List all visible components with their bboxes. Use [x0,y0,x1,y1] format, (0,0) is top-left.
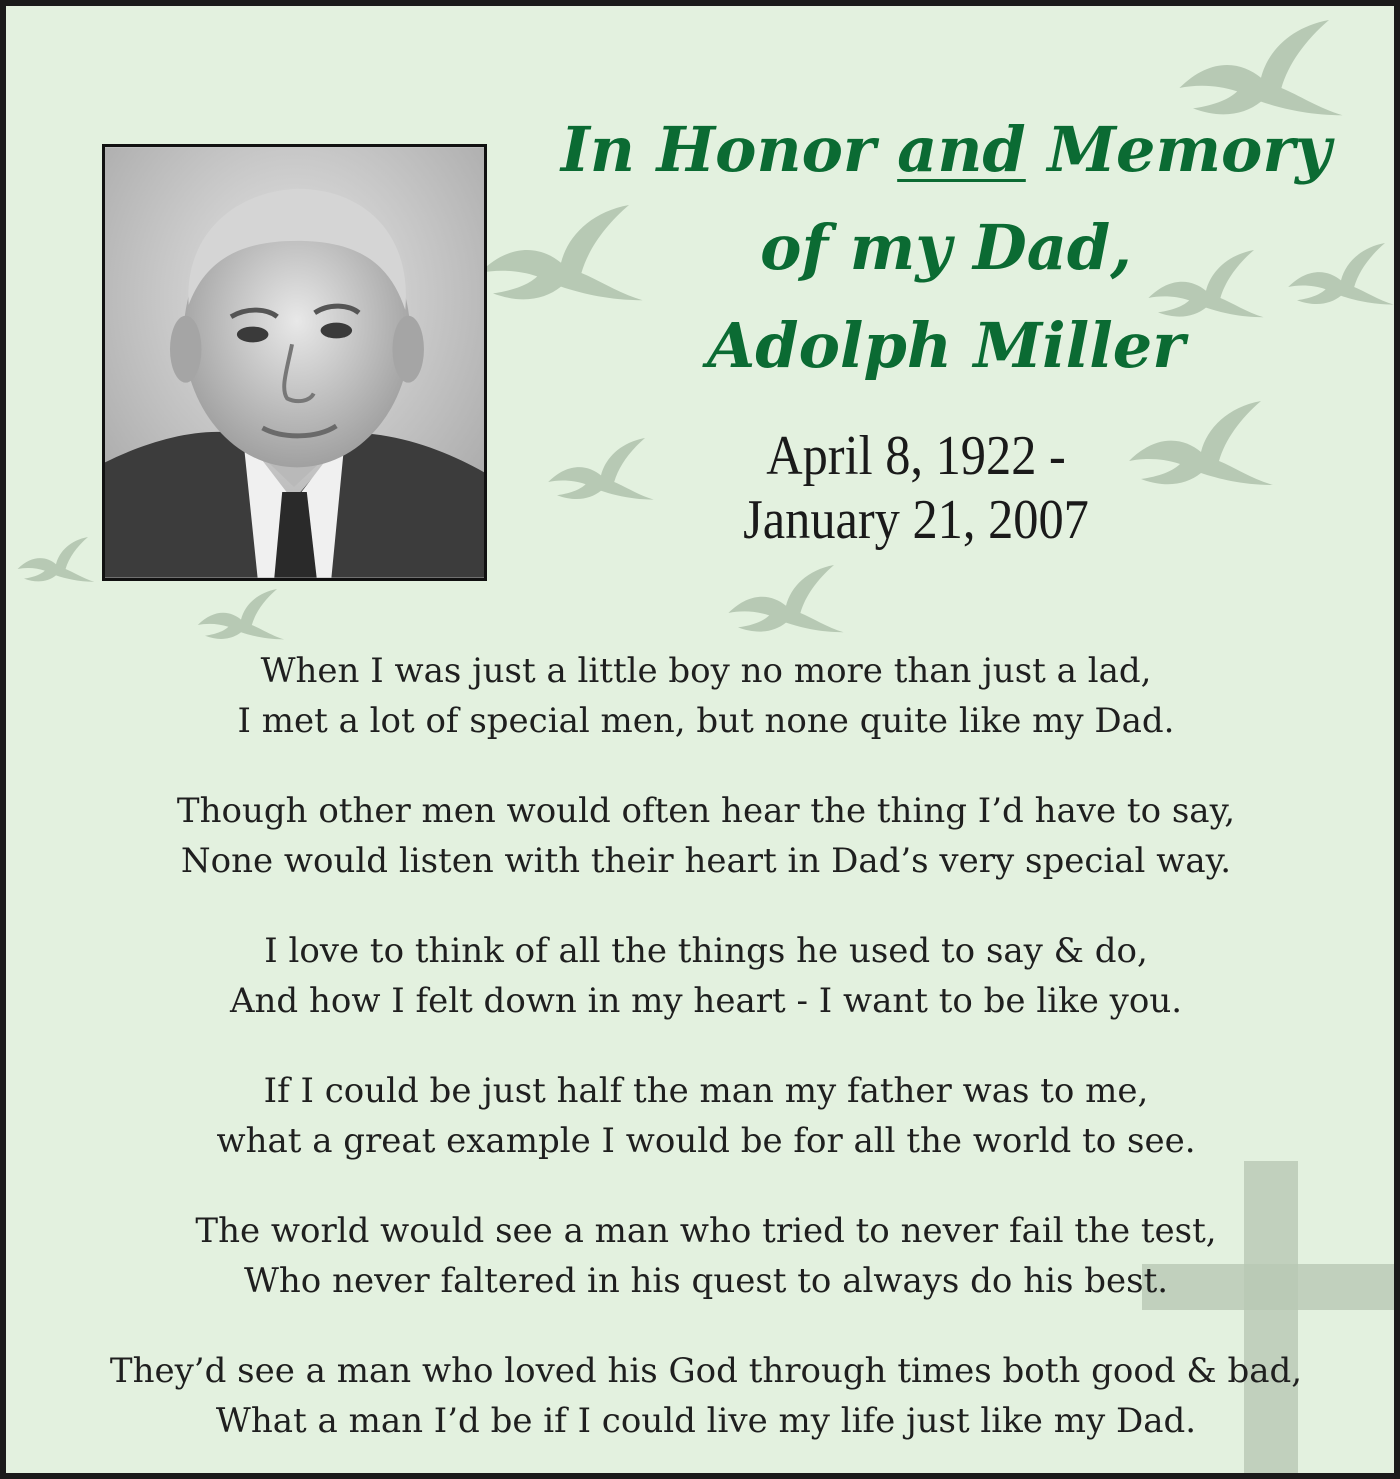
poem-line: None would listen with their heart in Dad’s very special way. [180,841,1232,881]
heading-line-1 [506,102,1386,198]
poem-line: The world would see a man who tried to never fail the test, [195,1211,1217,1251]
life-dates [583,424,1249,552]
portrait-icon [105,147,484,578]
poem-line: Who never faltered in his quest to always do his best. [243,1261,1169,1301]
flying-bird-icon [16,516,96,606]
flying-bird-icon [196,581,286,651]
poem-stanza [36,1066,1376,1166]
poem-line: They’d see a man who loved his God through times both good & bad, [109,1351,1303,1391]
birth-date: April 8, 1922 - [766,425,1066,487]
portrait-photo [102,144,487,581]
poem-stanza [36,786,1376,886]
poem-line: What a man I’d be if I could live my life just like my Dad. [215,1401,1197,1441]
poem-line: what a great example I would be for all the world to see. [216,1121,1196,1161]
heading-and: and [897,113,1026,186]
poem-line: When I was just a little boy no more than just a lad, [260,651,1152,691]
poem [36,646,1376,1479]
poem-stanza [36,926,1376,1026]
heading-in-honor: In Honor [560,113,898,186]
poem-line: And how I felt down in my heart - I want to be like you. [229,981,1183,1021]
heading-line-2: of my Dad, [760,211,1132,284]
poem-line: I love to think of all the things he used to say & do, [264,931,1148,971]
poem-stanza [36,1346,1376,1446]
poem-stanza [36,1206,1376,1306]
poem-line: I met a lot of special men, but none quite like my Dad. [237,701,1175,741]
death-date: January 21, 2007 [743,489,1089,551]
poem-line: Though other men would often hear the thing I’d have to say, [176,791,1236,831]
poem-line: If I could be just half the man my father was to me, [263,1071,1149,1111]
flying-bird-icon [726,561,846,641]
poem-stanza [36,646,1376,746]
heading-name: Adolph Miller [707,309,1185,382]
heading-memory: Memory [1025,113,1332,186]
